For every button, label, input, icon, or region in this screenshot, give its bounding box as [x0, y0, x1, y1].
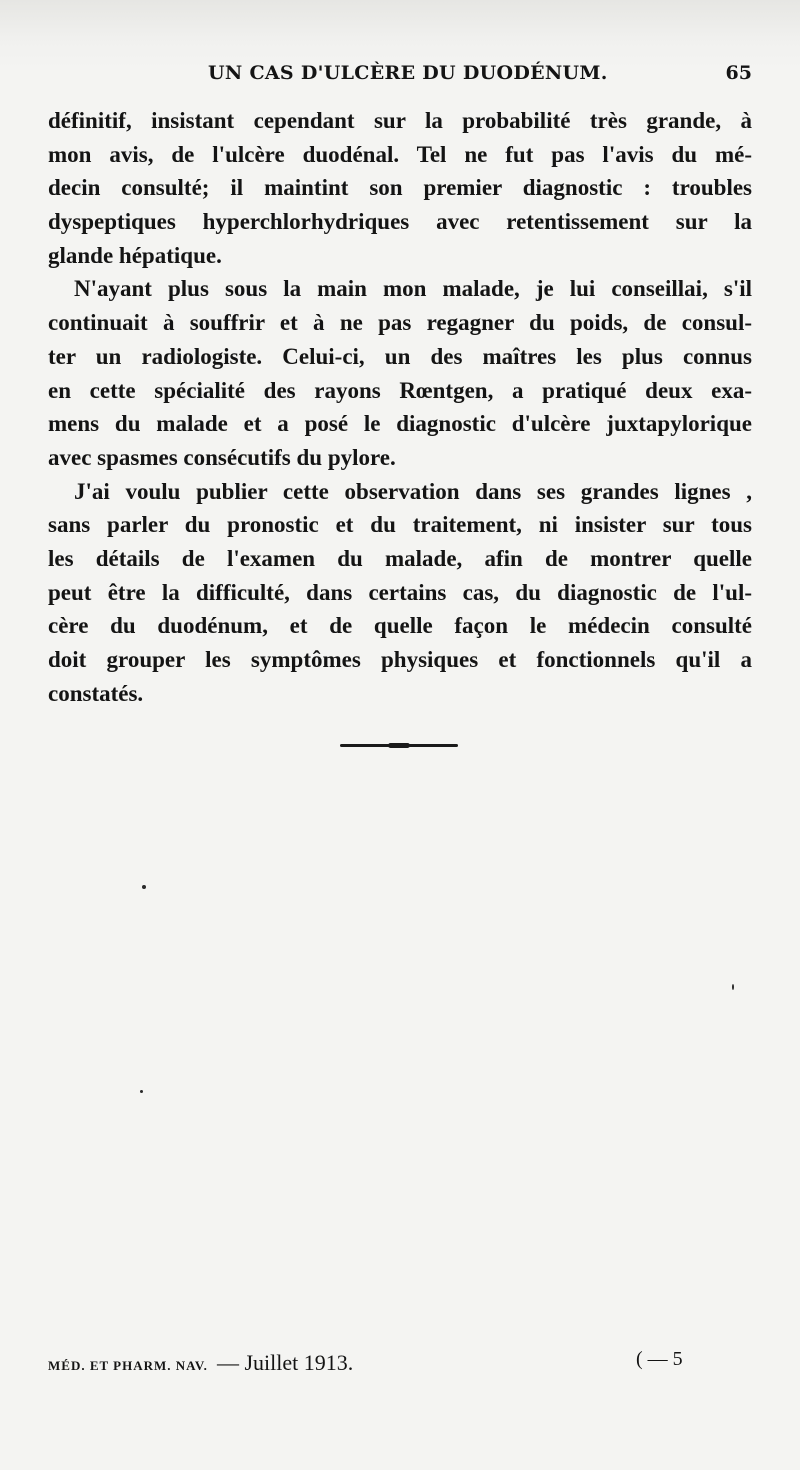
paper-speck [732, 984, 734, 990]
text-line: decin consulté; il maintint son premier diagnostic : troubles [48, 175, 752, 201]
paragraph [48, 475, 752, 711]
text-line: les détails de l'examen du malade, afin de montrer quelle [48, 545, 752, 571]
journal-name: MÉD. ET PHARM. NAV. [48, 1358, 208, 1373]
text-line: doit grouper les symptômes physiques et fonctionnels qu'il a [48, 647, 752, 672]
issue-date: — Juillet 1913. [216, 1350, 354, 1375]
text-line: avec spasmes consécutifs du pylore. [48, 444, 396, 470]
running-title: UN CAS D'ULCÈRE DU DUODÉNUM. [208, 62, 608, 84]
text-line: N'ayant plus sous la main mon malade, je lui conseillai, s'il [74, 276, 752, 302]
text-line: mens du malade et a posé le diagnostic d'ulcère juxtapylorique [48, 411, 752, 437]
text-line: peut être la difficulté, dans certains cas, du diagnostic de l'ul- [48, 579, 752, 605]
text-line: J'ai voulu publier cette observation dans ses grandes lignes , [74, 478, 752, 504]
section-end-rule [340, 744, 458, 747]
page-header [48, 62, 752, 92]
body-text [48, 104, 752, 710]
text-line: cère du duodénum, et de quelle façon le médecin consulté [48, 613, 752, 639]
text-line: constatés. [48, 680, 144, 706]
paragraph [48, 272, 752, 474]
text-line: définitif, insistant cependant sur la probabilité très grande, à [48, 108, 752, 133]
text-line: glande hépatique. [48, 242, 222, 268]
text-line: continuait à souffrir et à ne pas regagner du poids, de consul- [48, 310, 752, 336]
text-line: sans parler du pronostic et du traitement, ni insister sur tous [48, 512, 752, 538]
paper-texture [0, 0, 800, 70]
paragraph [48, 104, 752, 272]
signature-mark: ( — 5 [636, 1348, 683, 1370]
page-number: 65 [725, 62, 752, 84]
paper-speck [142, 885, 146, 889]
text-line: en cette spécialité des rayons Rœntgen, a pratiqué deux exa- [48, 377, 752, 403]
text-line: mon avis, de l'ulcère duodénal. Tel ne fut pas l'avis du mé- [48, 141, 752, 167]
paper-speck [140, 1090, 143, 1093]
text-line: dyspeptiques hyperchlorhydriques avec retentissement sur la [48, 209, 752, 235]
footer-journal-line [48, 1350, 353, 1376]
text-line: ter un radiologiste. Celui-ci, un des maîtres les plus connus [48, 343, 752, 369]
